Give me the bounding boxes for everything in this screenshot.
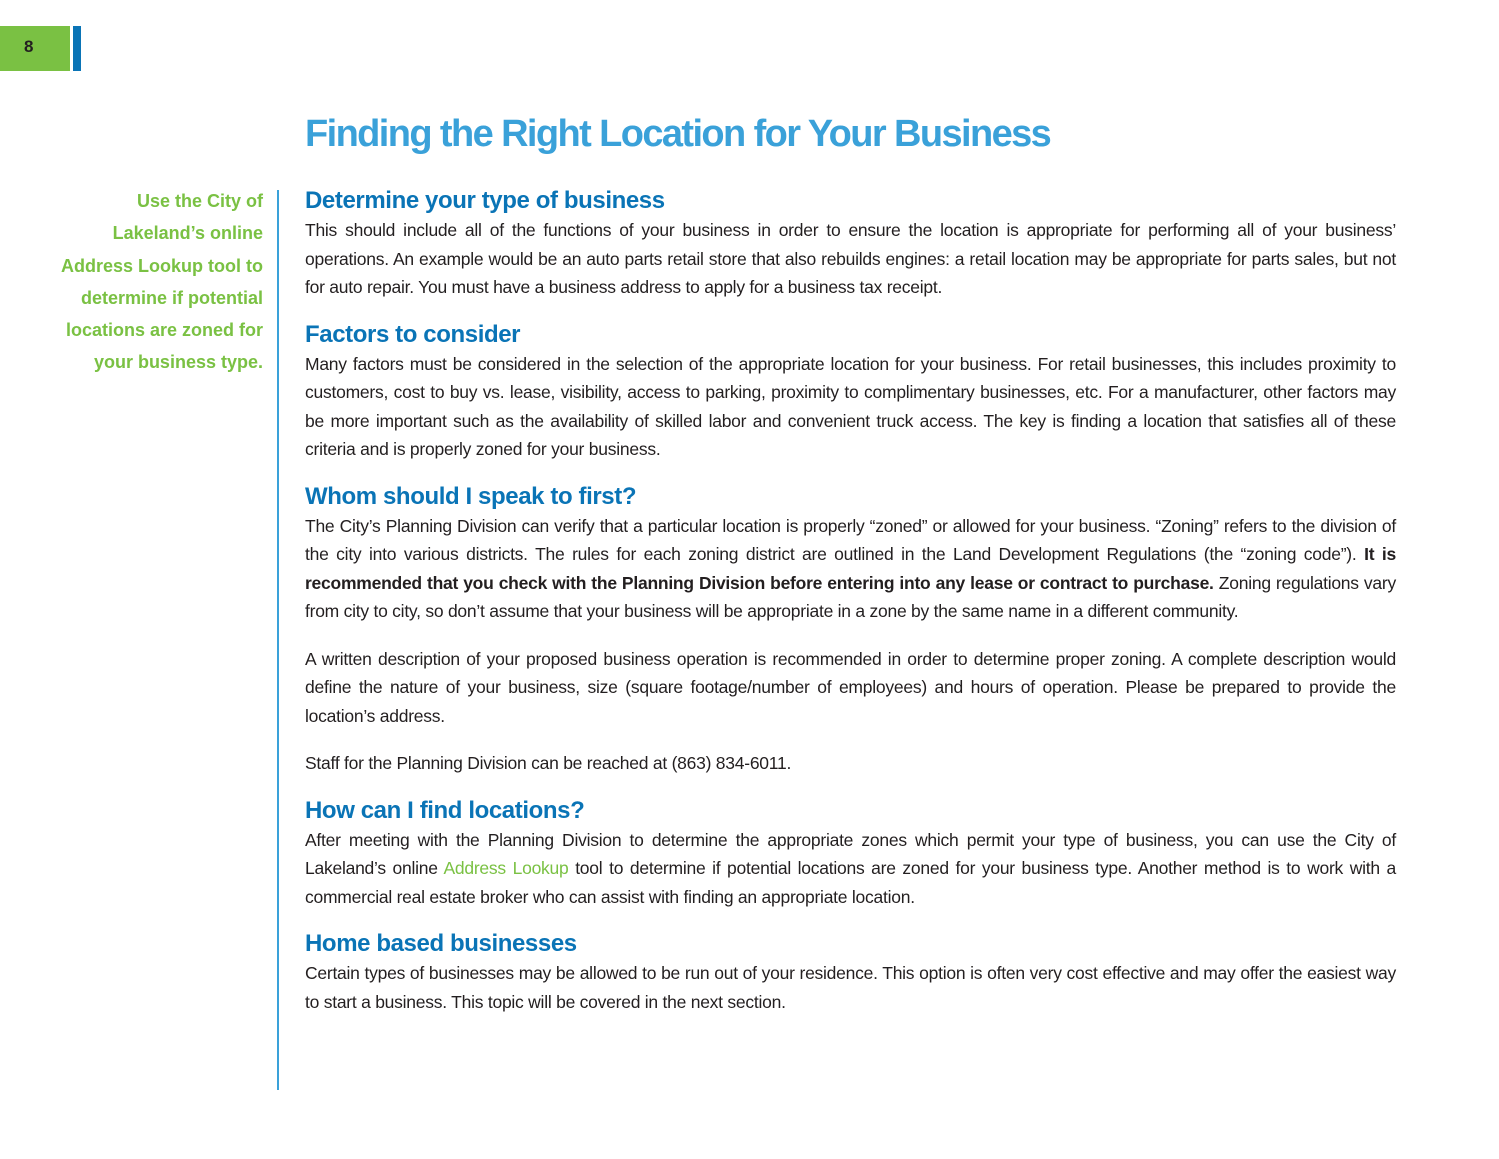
body-text: The City’s Planning Division can verify that a particular location is properly “zoned” or allowed for your business. “Zoning” refers to the division of the city into various districts. The rules for each zoning district are outlined in the Land Development Regulations (the “zoning code”). (305, 515, 1396, 564)
section-body: This should include all of the functions of your business in order to ensure the location is appropriate for performing all of your business’ operations. An example would be an auto parts retail store that also rebuilds engines: a retail location may be appropriate for parts sales, but not for auto repair. You must have a business address to apply for a business tax receipt. (305, 220, 1396, 297)
column-divider (277, 190, 279, 1090)
section-find-locations (305, 795, 1396, 912)
main-content (305, 185, 1396, 1016)
body-text: After meeting with the Planning Division to determine the appropriate zones which permit your type of business, you can use the City of Lakeland’s online (305, 829, 1396, 878)
section-home-based (305, 928, 1396, 1016)
section-body: Certain types of businesses may be allowed to be run out of your residence. This option is often very cost effective and may offer the easiest way to start a business. This topic will be covered in the next section. (305, 963, 1396, 1012)
emphasis-text: It is recommended that you check with the Planning Division before entering into any lease or contract to purchase. (305, 544, 1396, 593)
section-factors (305, 319, 1396, 464)
section-heading: Home based businesses (305, 930, 577, 957)
section-heading: How can I find locations? (305, 796, 585, 824)
section-body (305, 512, 1396, 626)
section-body (305, 826, 1396, 912)
section-heading: Factors to consider (305, 320, 521, 348)
page-number-tab (0, 26, 70, 71)
body-text: tool to determine if potential locations are zoned for your business type. Another method is to work with a commercial real estate broker who can assist with finding an appropriate location. (305, 858, 1396, 907)
page-number: 8 (24, 37, 34, 56)
body-text: Zoning regulations vary from city to city, so don’t assume that your business will be appropriate in a zone by the same name in a different community. (305, 572, 1396, 621)
section-speak-first (305, 481, 1396, 778)
page-tab-stripe (73, 26, 81, 71)
section-heading: Whom should I speak to first? (305, 482, 637, 510)
section-body: Many factors must be considered in the selection of the appropriate location for your business. For retail businesses, this includes proximity to customers, cost to buy vs. lease, visibility, access to parking, proximity to complimentary businesses, etc. For a manufacturer, other factors may be more important such as the availability of skilled labor and convenient truck access. The key is finding a location that satisfies all of these criteria and is properly zoned for your business. (305, 353, 1396, 459)
section-type-of-business (305, 185, 1396, 302)
planning-phone: Staff for the Planning Division can be reached at (863) 834-6011. (305, 753, 792, 773)
address-lookup-link[interactable]: Address Lookup (443, 858, 569, 878)
page-title: Finding the Right Location for Your Business (305, 113, 1051, 155)
sidebar-callout: Use the City of Lakeland’s online Address Lookup tool to determine if potential locations are zoned for your business type. (61, 191, 263, 373)
section-heading: Determine your type of business (305, 187, 665, 214)
section-body: A written description of your proposed business operation is recommended in order to determine proper zoning. A complete description would define the nature of your business, size (square footage/number of employees) and hours of operation. Please be prepared to provide the location’s address. (305, 648, 1396, 726)
